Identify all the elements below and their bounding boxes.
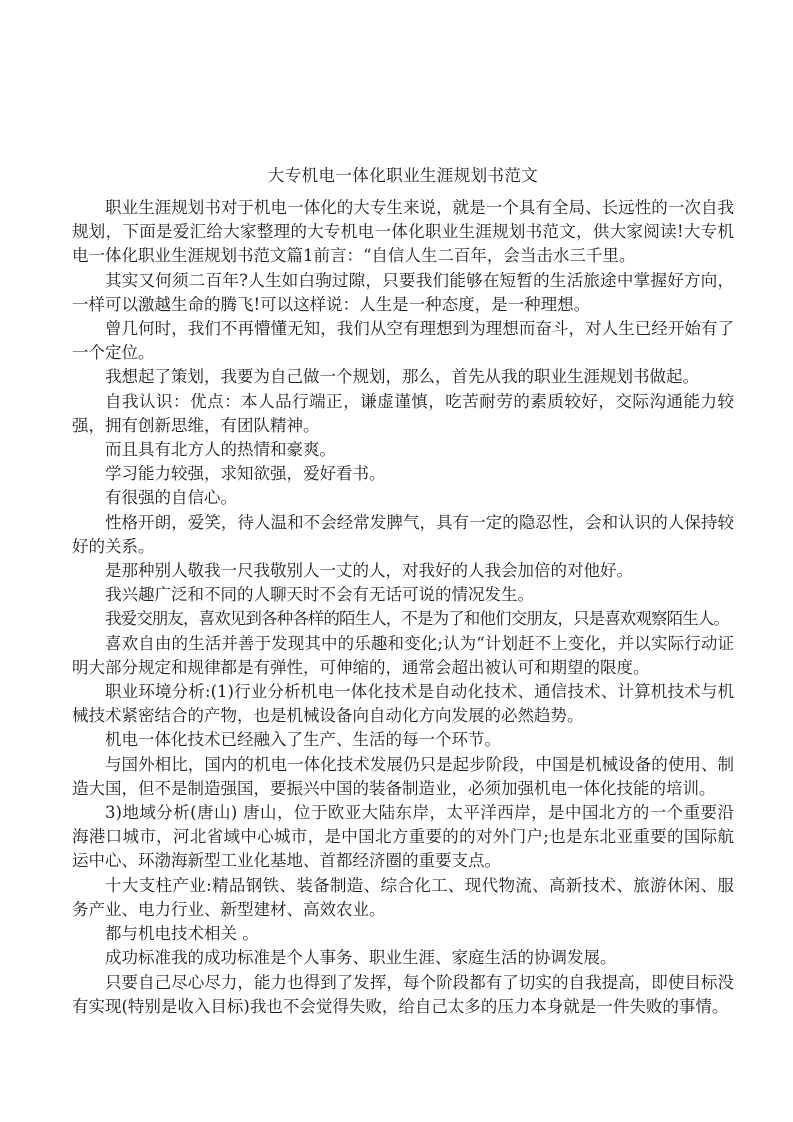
paragraph-making-friends: 我爱交朋友，喜欢见到各种各样的陌生人，不是为了和他们交朋友，只是喜欢观察陌生人。 <box>105 609 730 629</box>
paragraph-domestic-comparison: 与国外相比，国内的机电一体化技术发展仍只是起步阶段，中国是机械设备的使用、制造大国，但不是制造强国，要振兴中国的装备制造业，必须加强机电一体化技能的培训。 <box>72 754 734 798</box>
paragraph-positioning: 曾几何时，我们不再懵懂无知，我们从空有理想到为理想而奋斗，对人生已经开始有了一个定位。 <box>72 319 734 363</box>
paragraph-success-standard: 成功标准我的成功标准是个人事务、职业生涯、家庭生活的协调发展。 <box>105 948 617 968</box>
paragraph-intro: 职业生涯规划书对于机电一体化的大专生来说，就是一个具有全局、长远性的一次自我规划，下面是爱汇给大家整理的大专机电一体化职业生涯规划书范文，供大家阅读!大专机电一体化职业生涯规划书范文篇1前言：“自信人生二百年，会当击水三千里。 <box>72 198 734 266</box>
paragraph-related-tech: 都与机电技术相关 。 <box>105 924 259 944</box>
document-body <box>72 196 734 1019</box>
paragraph-personality: 性格开朗，爱笑，待人温和不会经常发脾气，具有一定的隐忍性，会和认识的人保持较好的关系。 <box>72 512 734 556</box>
paragraph-northern-warmth: 而且具有北方人的热情和豪爽。 <box>105 440 336 460</box>
paragraph-mechatronics-everywhere: 机电一体化技术已经融入了生产、生活的每一个环节。 <box>105 730 501 750</box>
paragraph-reciprocity: 是那种别人敬我一尺我敬别人一丈的人，对我好的人我会加倍的对他好。 <box>105 561 633 581</box>
paragraph-plan-start: 我想起了策划，我要为自己做一个规划，那么，首先从我的职业生涯规划书做起。 <box>105 367 699 387</box>
paragraph-self-knowledge: 自我认识：优点：本人品行端正，谦虚谨慎，吃苦耐劳的素质较好，交际沟通能力较强，拥有创新思维，有团队精神。 <box>72 391 734 435</box>
paragraph-region-analysis: 3)地域分析(唐山) 唐山，位于欧亚大陆东岸，太平洋西岸，是中国北方的一个重要沿海港口城市，河北省域中心城市，是中国北方重要的的对外门户;也是东北亚重要的国际航运中心、环渤海新型工业化基地、首都经济圈的重要支点。 <box>72 803 734 871</box>
paragraph-interests: 我兴趣广泛和不同的人聊天时不会有无话可说的情况发生。 <box>105 585 534 605</box>
paragraph-life-attitude: 其实又何须二百年?人生如白驹过隙，只要我们能够在短暂的生活旅途中掌握好方向，一样可以激越生命的腾飞!可以这样说：人生是一种态度，是一种理想。 <box>72 270 734 314</box>
paragraph-confidence: 有很强的自信心。 <box>105 488 237 508</box>
paragraph-industry-analysis: 职业环境分析:(1)行业分析机电一体化技术是自动化技术、通信技术、计算机技术与机械技术紧密结合的产物，也是机械设备向自动化方向发展的必然趋势。 <box>72 682 734 726</box>
document-title: 大专机电一体化职业生涯规划书范文 <box>267 166 539 185</box>
paragraph-pillar-industries: 十大支柱产业:精品钢铁、装备制造、综合化工、现代物流、高新技术、旅游休闲、服务产业、电力行业、新型建材、高效农业。 <box>72 875 734 919</box>
paragraph-learning-ability: 学习能力较强，求知欲强，爱好看书。 <box>105 464 386 484</box>
paragraph-effort-conclusion: 只要自己尽心尽力，能力也得到了发挥，每个阶段都有了切实的自我提高，即使目标没有实现(特别是收入目标)我也不会觉得失败，给自己太多的压力本身就是一件失败的事情。 <box>72 972 734 1016</box>
paragraph-free-life: 喜欢自由的生活并善于发现其中的乐趣和变化;认为“计划赶不上变化，并以实际行动证明大部分规定和规律都是有弹性，可伸缩的，通常会超出被认可和期望的限度。 <box>72 633 734 677</box>
